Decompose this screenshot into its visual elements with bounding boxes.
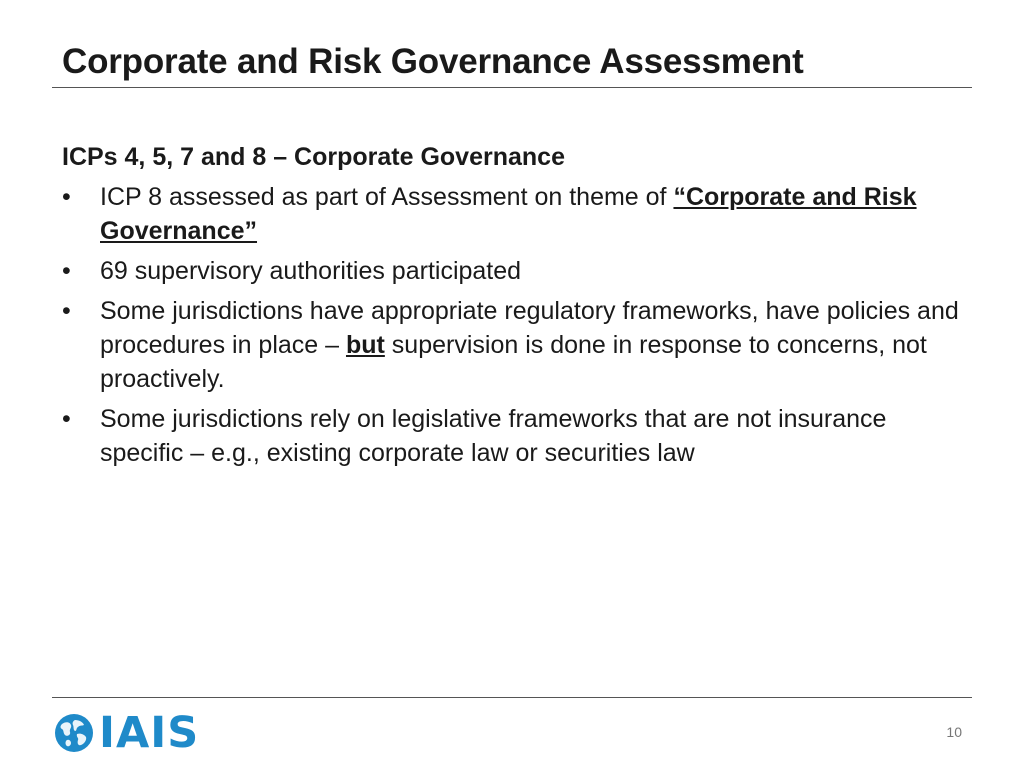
page-number: 10 (946, 724, 962, 740)
bullet-item (62, 294, 972, 396)
bullet-emphasis: but (345, 331, 385, 359)
bullet-item (62, 402, 972, 470)
bullet-list (62, 180, 972, 470)
slide-title: Corporate and Risk Governance Assessment (62, 42, 804, 81)
bullet-marker: • (62, 297, 71, 325)
bullet-text-after: supervision is done in response to concerns, not proactively. (100, 331, 927, 393)
bullet-item (62, 254, 972, 288)
bullet-text: Some jurisdictions have appropriate regulatory frameworks, have policies and procedures in place – (100, 297, 959, 359)
footer-divider (52, 697, 972, 698)
globe-icon (53, 712, 95, 754)
bullet-item (62, 180, 972, 248)
slide-body (62, 140, 972, 476)
bullet-emphasis: “Corporate and Risk Governance” (100, 183, 917, 245)
section-heading: ICPs 4, 5, 7 and 8 – Corporate Governance (62, 143, 565, 171)
bullet-text: 69 supervisory authorities participated (100, 257, 522, 285)
iais-logo (53, 708, 200, 758)
bullet-text: Some jurisdictions rely on legislative frameworks that are not insurance specific – e.g., existing corporate law or securities law (100, 405, 887, 467)
title-divider (52, 87, 972, 88)
bullet-marker: • (62, 183, 71, 211)
bullet-text: ICP 8 assessed as part of Assessment on theme of (100, 183, 674, 211)
bullet-marker: • (62, 405, 71, 433)
bullet-marker: • (62, 257, 71, 285)
logo-wordmark: IAIS (99, 708, 200, 758)
